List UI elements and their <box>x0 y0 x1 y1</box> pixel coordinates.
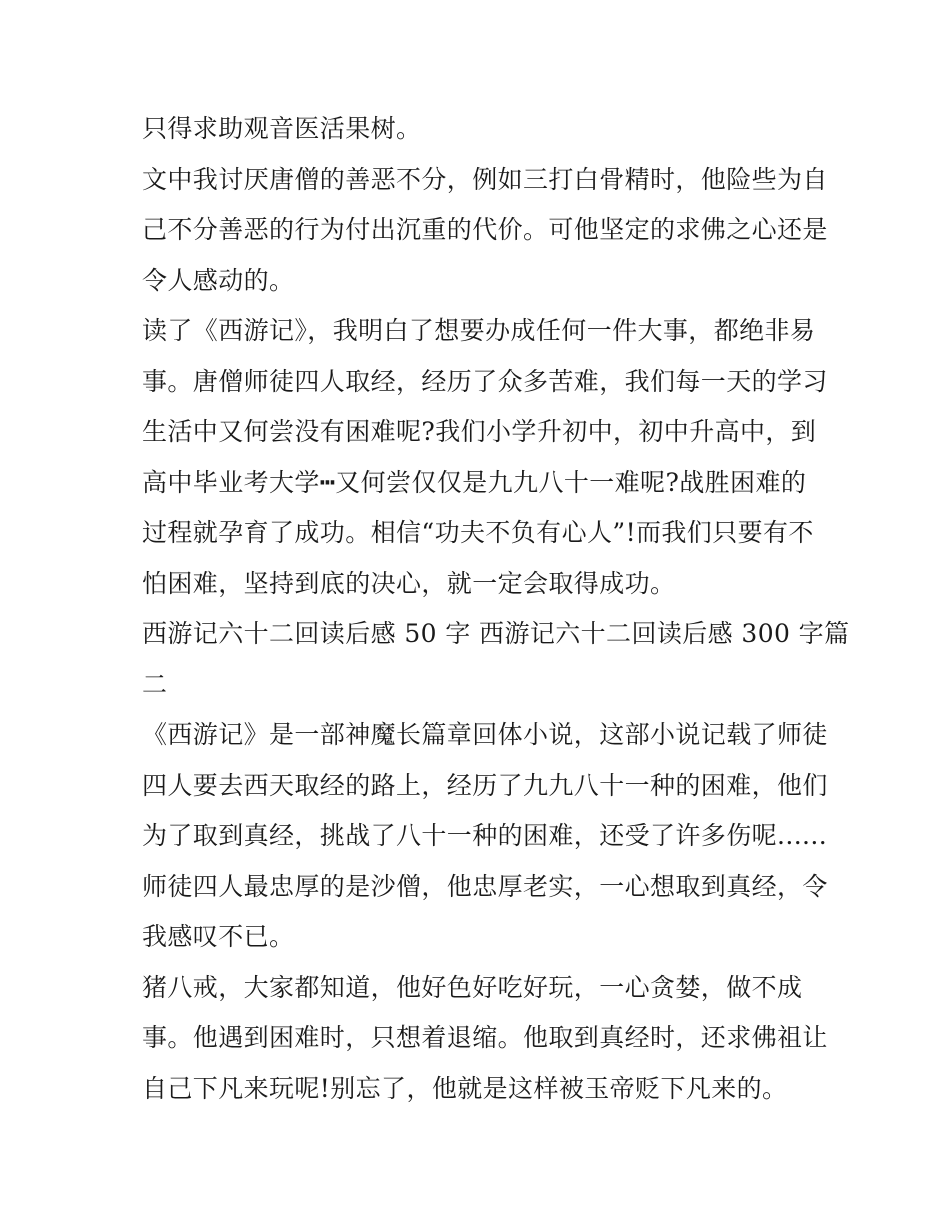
text-line: 为了取到真经，挑战了八十一种的困难，还受了许多伤呢...... <box>142 821 828 850</box>
text-line: 读了《西游记》，我明白了想要办成任何一件大事，都绝非易 <box>142 316 816 345</box>
text-line: 高中毕业考大学┅又何尝仅仅是九九八十一难呢?战胜困难的 <box>142 467 807 497</box>
text-line: 令人感动的。 <box>142 265 295 295</box>
text-line: 己不分善恶的行为付出沉重的代价。可他坚定的求佛之心还是 <box>142 215 828 244</box>
text-line: 事。唐僧师徒四人取经，经历了众多苦难，我们每一天的学习 <box>142 366 828 396</box>
text-line: 猪八戒，大家都知道，他好色好吃好玩，一心贪婪，做不成 <box>142 972 803 1002</box>
section-heading-line: 二 <box>142 669 168 699</box>
document-body <box>142 104 850 1114</box>
text-line: 事。他遇到困难时，只想着退缩。他取到真经时，还求佛祖让 <box>142 1023 828 1052</box>
text-line: 过程就孕育了成功。相信“功夫不负有心人”!而我们只要有不 <box>142 518 814 547</box>
text-line: 四人要去西天取经的路上，经历了九九八十一种的困难，他们 <box>142 770 828 800</box>
text-line: 只得求助观音医活果树。 <box>142 114 422 143</box>
text-line: 我感叹不已。 <box>142 922 295 951</box>
text-line: 师徒四人最忠厚的是沙僧，他忠厚老实，一心想取到真经，令 <box>142 871 828 901</box>
text-line: 文中我讨厌唐僧的善恶不分，例如三打白骨精时，他险些为自 <box>142 164 828 194</box>
text-line: 怕困难，坚持到底的决心，就一定会取得成功。 <box>142 568 676 598</box>
text-line: 生活中又何尝没有困难呢?我们小学升初中，初中升高中，到 <box>142 417 817 446</box>
text-line: 自己下凡来玩呢!别忘了，他就是这样被玉帝贬下凡来的。 <box>142 1073 788 1103</box>
section-heading-line: 西游记六十二回读后感 50 字 西游记六十二回读后感 300 字篇 <box>142 619 850 648</box>
text-line: 《西游记》是一部神魔长篇章回体小说，这部小说记载了师徒 <box>142 720 828 749</box>
